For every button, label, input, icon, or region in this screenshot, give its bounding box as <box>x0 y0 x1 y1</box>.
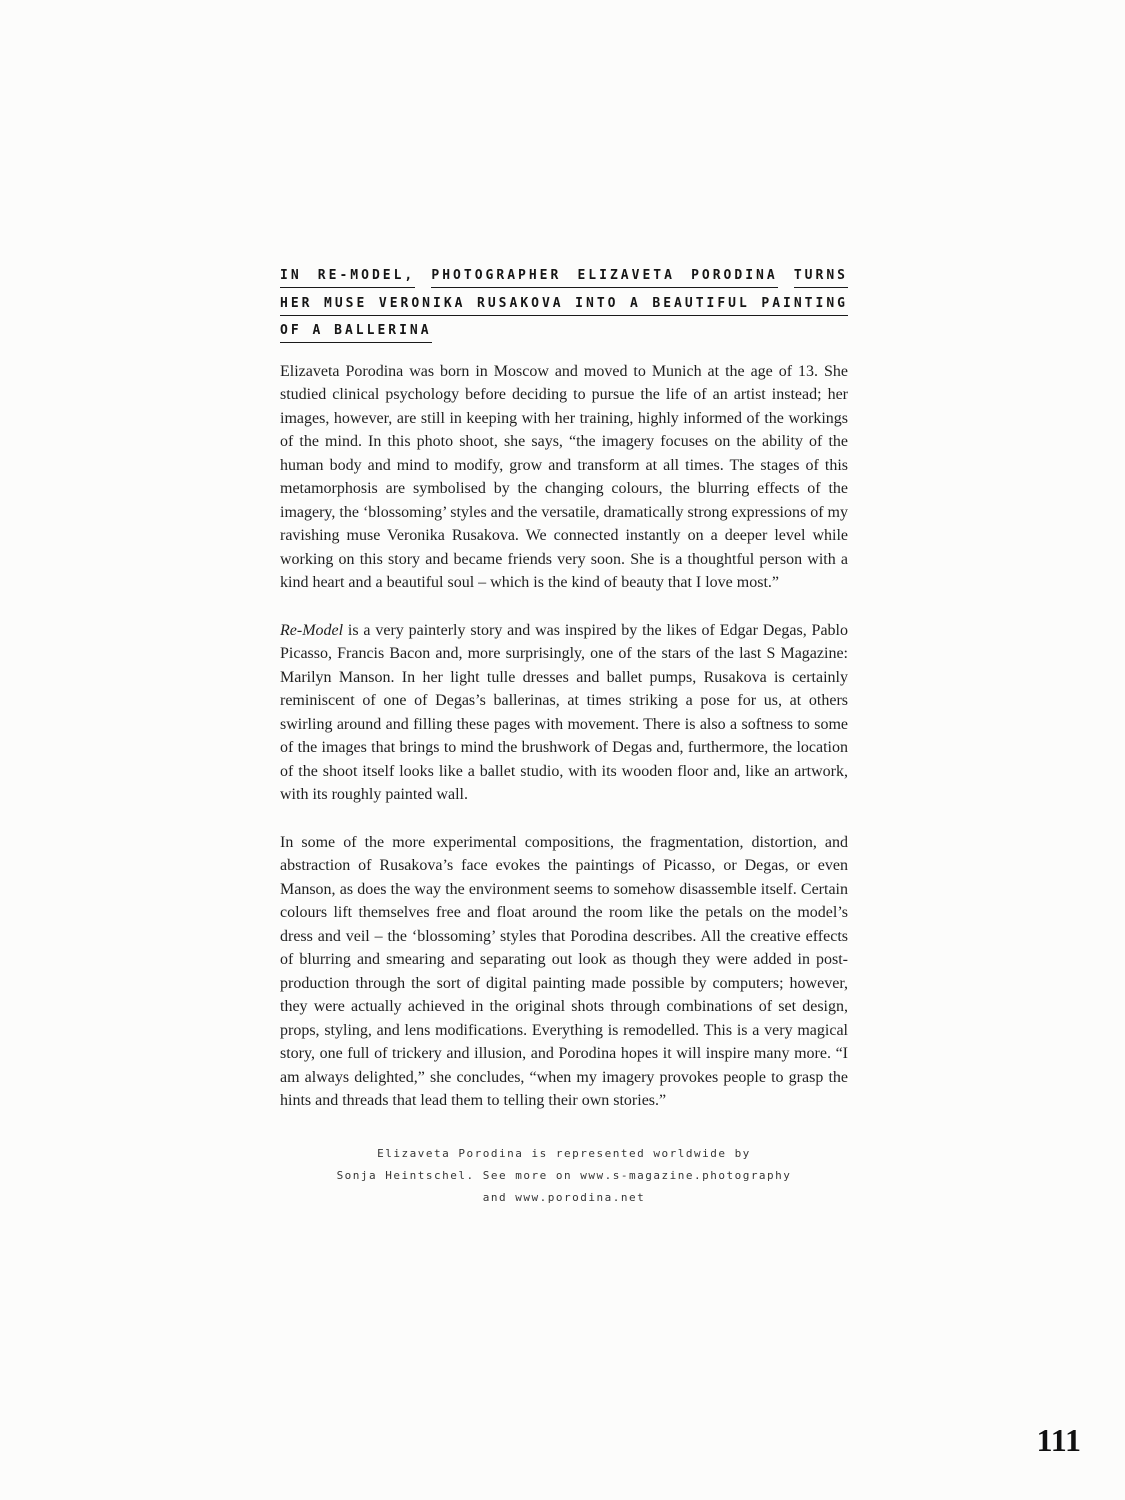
article-body <box>280 360 848 1113</box>
page-number: 111 <box>1036 1422 1081 1458</box>
article-paragraph-3 <box>280 831 848 1113</box>
credits-line-3: and www.porodina.net <box>482 1191 646 1205</box>
credits-block <box>280 1143 848 1210</box>
headline-line-3 <box>280 317 848 345</box>
headline-line-2 <box>280 290 848 318</box>
credits-line-1: Elizaveta Porodina is represented worldwide by <box>377 1146 751 1160</box>
article-paragraph-1 <box>280 360 848 595</box>
credits-line-2: Sonja Heintschel. See more on www.s-magazine.photography <box>336 1168 792 1182</box>
text-column <box>280 262 848 1209</box>
headline-segment: OF A BALLERINA <box>280 323 432 343</box>
article-paragraph-2 <box>280 619 848 807</box>
paragraph-text: In some of the more experimental compositions, the fragmentation, distortion, and abstraction of Rusakova’s face evokes the paintings of Picasso, or Degas, or even Manson, as does the way the environment seems to somehow disassemble itself. Certain colours lift themselves free and float around the room like the petals on the model’s dress and veil – the ‘blossoming’ styles that Porodina describes. All the creative effects of blurring and smearing and separating out look as though they were added in post-production through the sort of digital painting made possible by computers; however, they were actually achieved in the original shots through combinations of set design, props, styling, and lens modifications. Everything is remodelled. This is a very magical story, one full of trickery and illusion, and Porodina hopes it will inspire many more. “I am always delighted,” she concludes, “when my imagery provokes people to grasp the hints and threads that lead them to telling their own stories.” <box>280 833 848 1109</box>
article-headline <box>280 262 848 345</box>
headline-segment: TURNS <box>794 268 848 288</box>
paragraph-text: Elizaveta Porodina was born in Moscow and moved to Munich at the age of 13. She studied clinical psychology before deciding to pursue the life of an artist instead; her images, however, are still in keeping with her training, highly informed of the workings of the mind. In this photo shoot, she says, “the imagery focuses on the ability of the human body and mind to modify, grow and transform at all times. The stages of this metamorphosis are symbolised by the changing colours, the blurring effects of the imagery, the ‘blossoming’ styles and the versatile, dramatically strong expressions of my ravishing muse Veronika Rusakova. We connected instantly on a deeper level while working on this story and became friends very soon. She is a thoughtful person with a kind heart and a beautiful soul – which is the kind of beauty that I love most.” <box>280 362 848 591</box>
headline-segment: PHOTOGRAPHER ELIZAVETA PORODINA <box>431 268 777 288</box>
headline-line-1 <box>280 262 848 290</box>
headline-segment: HER MUSE VERONIKA RUSAKOVA INTO A BEAUTIFUL PAINTING <box>280 296 848 316</box>
paragraph-text: is a very painterly story and was inspired by the likes of Edgar Degas, Pablo Picasso, Francis Bacon and, more surprisingly, one of the stars of the last S Magazine: Marilyn Manson. In her light tulle dresses and ballet pumps, Rusakova is certainly reminiscent of one of Degas’s ballerinas, at times striking a pose for us, at others swirling around and filling these pages with movement. There is also a softness to some of the images that brings to mind the brushwork of Degas and, furthermore, the location of the shoot itself looks like a ballet studio, with its wooden floor and, like an artwork, with its roughly painted wall. <box>280 621 848 803</box>
italic-title: Re-Model <box>280 621 344 639</box>
headline-segment: IN RE-MODEL, <box>280 268 415 288</box>
